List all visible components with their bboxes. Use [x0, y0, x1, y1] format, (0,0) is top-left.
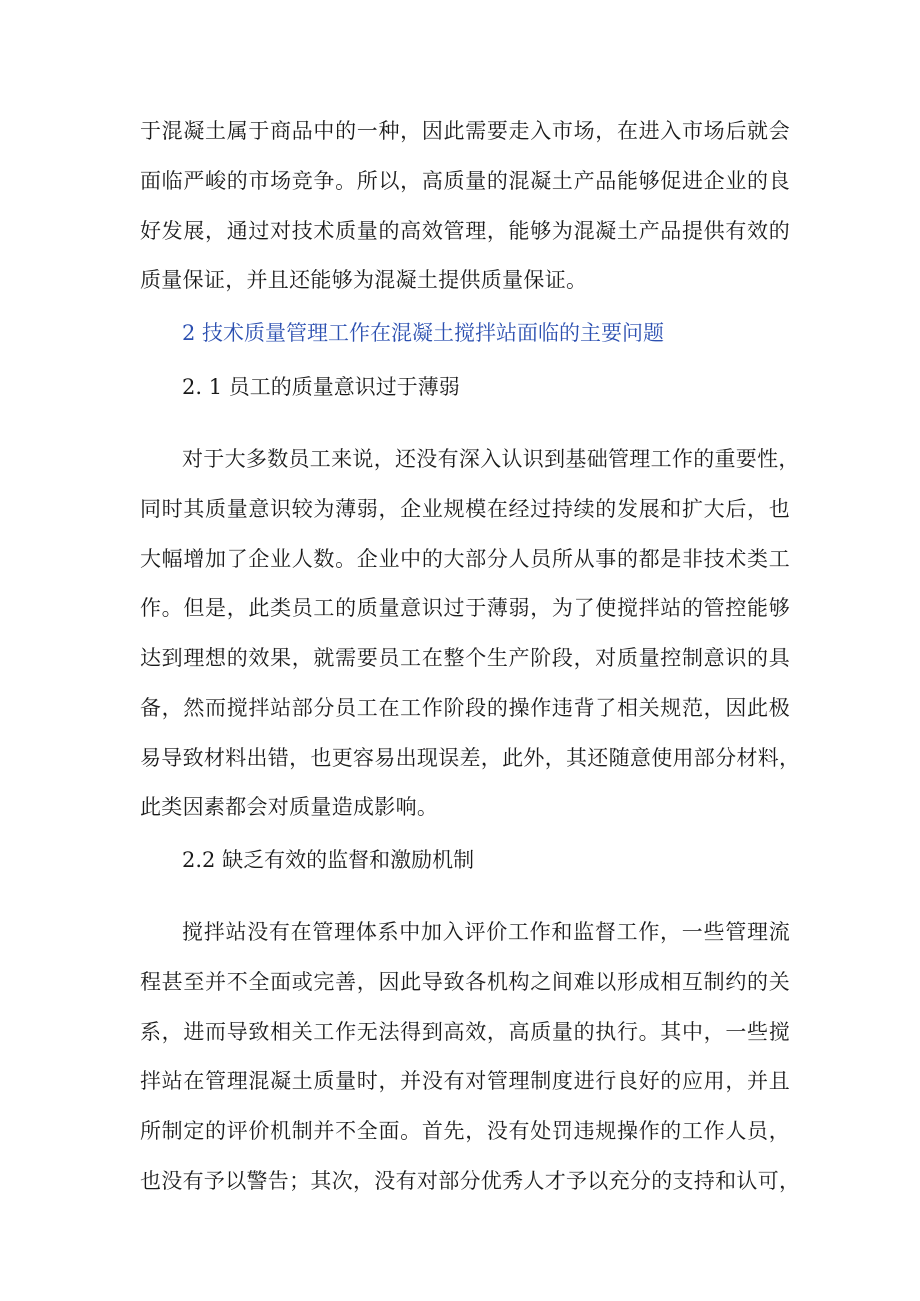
section-2-2-line-5: 所制定的评价机制并不全面。首先，没有处罚违规操作的工作人员，	[140, 1119, 790, 1143]
section-2-2-line-2: 程甚至并不全面或完善，因此导致各机构之间难以形成相互制约的关	[140, 970, 790, 994]
section-2-1-heading: 2. 1 员工的质量意识过于薄弱	[182, 375, 460, 399]
section-2-2-line-3: 系，进而导致相关工作无法得到高效，高质量的执行。其中，一些搅	[140, 1020, 790, 1044]
section-2-2-line-1: 搅拌站没有在管理体系中加入评价工作和监督工作，一些管理流	[182, 920, 790, 944]
section-2-1-line-8: 此类因素都会对质量造成影响。	[140, 795, 439, 819]
section-2-2-heading: 2.2 缺乏有效的监督和激励机制	[182, 848, 475, 872]
paragraph-1-line-4: 质量保证，并且还能够为混凝土提供质量保证。	[140, 268, 588, 292]
paragraph-1-line-2: 面临严峻的市场竞争。所以，高质量的混凝土产品能够促进企业的良	[140, 169, 790, 193]
section-2-1-line-7: 易导致材料出错，也更容易出现误差，此外，其还随意使用部分材料，	[140, 746, 801, 770]
section-2-1-line-4: 作。但是，此类员工的质量意识过于薄弱，为了使搅拌站的管控能够	[140, 596, 790, 620]
section-2-heading: 2 技术质量管理工作在混凝土搅拌站面临的主要问题	[182, 321, 665, 345]
section-2-1-line-2: 同时其质量意识较为薄弱，企业规模在经过持续的发展和扩大后，也	[140, 497, 790, 521]
section-2-1-line-5: 达到理想的效果，就需要员工在整个生产阶段，对质量控制意识的具	[140, 646, 790, 670]
section-2-2-line-4: 拌站在管理混凝土质量时，并没有对管理制度进行良好的应用，并且	[140, 1069, 790, 1093]
paragraph-1-line-1: 于混凝土属于商品中的一种，因此需要走入市场，在进入市场后就会	[140, 119, 790, 143]
section-2-1-line-1: 对于大多数员工来说，还没有深入认识到基础管理工作的重要性，	[182, 447, 800, 471]
section-2-1-line-3: 大幅增加了企业人数。企业中的大部分人员所从事的都是非技术类工	[140, 547, 790, 571]
section-2-1-line-6: 备，然而搅拌站部分员工在工作阶段的操作违背了相关规范，因此极	[140, 696, 790, 720]
paragraph-1-line-3: 好发展，通过对技术质量的高效管理，能够为混凝土产品提供有效的	[140, 219, 790, 243]
section-2-2-line-6: 也没有予以警告；其次，没有对部分优秀人才予以充分的支持和认可，	[140, 1169, 801, 1193]
